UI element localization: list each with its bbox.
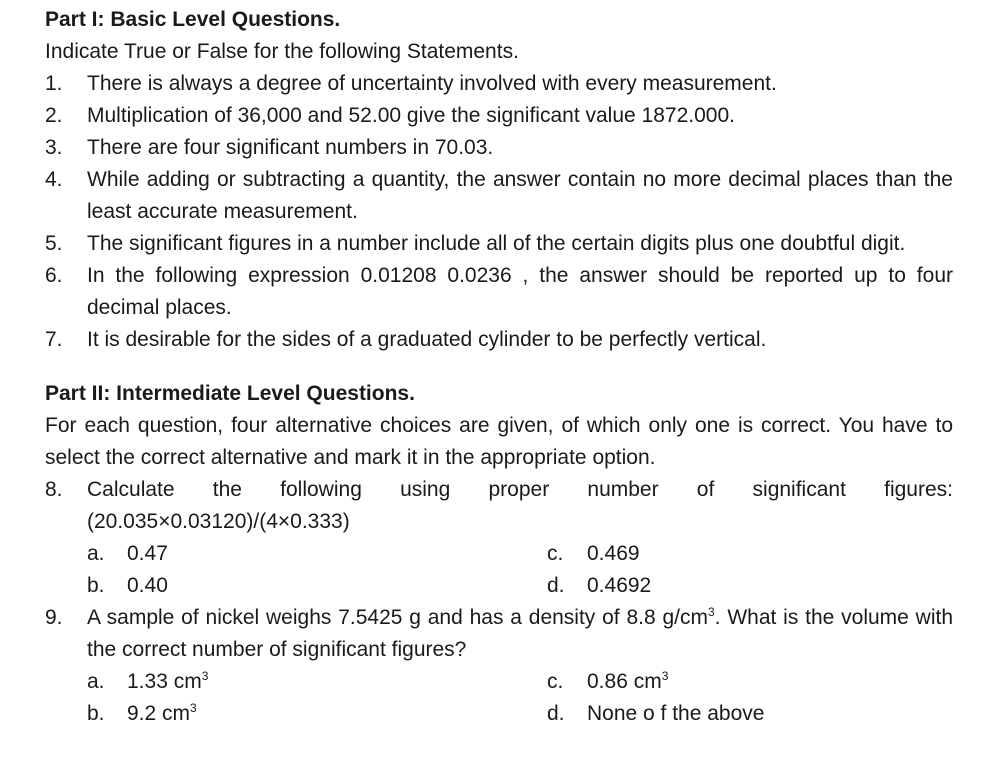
option-a[interactable] [87, 666, 547, 698]
option-letter: a. [87, 670, 105, 693]
statement-text: Multiplication of 36,000 and 52.00 give the significant value 1872.000. [87, 104, 735, 127]
statement-number: 7. [45, 328, 63, 351]
statement-item [45, 100, 953, 132]
option-text: 0.40 [127, 574, 168, 597]
statement-item [45, 68, 953, 100]
statement-number: 1. [45, 72, 63, 95]
statement-text: While adding or subtracting a quantity, the answer contain no more decimal places than the least accurate measurement. [87, 168, 953, 223]
question-text [87, 602, 953, 666]
statement-text: In the following expression 0.01208 0.0236 , the answer should be reported up to four decimal places. [87, 264, 953, 319]
question-text: Calculate the following using proper number of significant figures: [87, 478, 953, 501]
question-8-options [87, 538, 953, 602]
question-expression: (20.035×0.03120)/(4×0.333) [87, 510, 350, 533]
worksheet [45, 4, 953, 730]
statement-item [45, 228, 953, 260]
statement-text: It is desirable for the sides of a graduated cylinder to be perfectly vertical. [87, 328, 767, 351]
part1-heading: Part I: Basic Level Questions. [45, 8, 341, 31]
statement-text: The significant figures in a number include all of the certain digits plus one doubtful digit. [87, 232, 906, 255]
option-text: 0.86 cm [587, 670, 662, 693]
option-text: 1.33 cm [127, 670, 202, 693]
statement-number: 6. [45, 264, 63, 287]
part2-heading: Part II: Intermediate Level Questions. [45, 382, 415, 405]
option-text: 9.2 cm [127, 702, 191, 725]
question-8 [45, 474, 953, 538]
statement-text: There is always a degree of uncertainty involved with every measurement. [87, 72, 777, 95]
question-number: 9. [45, 606, 63, 629]
option-d[interactable] [547, 570, 953, 602]
option-text: None o f the above [587, 702, 765, 725]
option-text: 0.469 [587, 542, 640, 565]
superscript: 3 [201, 669, 209, 683]
option-d[interactable] [547, 698, 953, 730]
statement-number: 5. [45, 232, 63, 255]
option-letter: d. [547, 702, 565, 725]
part2-instruction: For each question, four alternative choices are given, of which only one is correct. You have to select the correct alternative and mark it in the appropriate option. [45, 414, 953, 469]
statement-item [45, 260, 953, 324]
option-letter: a. [87, 542, 105, 565]
question-number: 8. [45, 478, 63, 501]
part1-list [45, 68, 953, 356]
option-letter: d. [547, 574, 565, 597]
statement-text: There are four significant numbers in 70.03. [87, 136, 494, 159]
option-letter: b. [87, 702, 105, 725]
question-9-options [87, 666, 953, 730]
option-letter: c. [547, 542, 564, 565]
question-text-part: . What is the volume with the correct number of significant figures? [87, 606, 954, 661]
question-text-part: A sample of nickel weighs 7.5425 g and has a density of 8.8 g/cm [87, 606, 708, 629]
option-a[interactable] [87, 538, 547, 570]
statement-number: 2. [45, 104, 63, 127]
statement-number: 4. [45, 168, 63, 191]
option-b[interactable] [87, 698, 547, 730]
statement-item [45, 132, 953, 164]
question-9 [45, 602, 953, 666]
option-text: 0.4692 [587, 574, 652, 597]
option-b[interactable] [87, 570, 547, 602]
superscript: 3 [661, 669, 669, 683]
option-letter: c. [547, 670, 564, 693]
option-c[interactable] [547, 538, 953, 570]
statement-item [45, 164, 953, 228]
statement-item [45, 324, 953, 356]
option-c[interactable] [547, 666, 953, 698]
option-text: 0.47 [127, 542, 168, 565]
part1-instruction: Indicate True or False for the following Statements. [45, 40, 519, 63]
statement-number: 3. [45, 136, 63, 159]
superscript: 3 [190, 701, 197, 715]
option-letter: b. [87, 574, 105, 597]
superscript: 3 [707, 605, 715, 619]
